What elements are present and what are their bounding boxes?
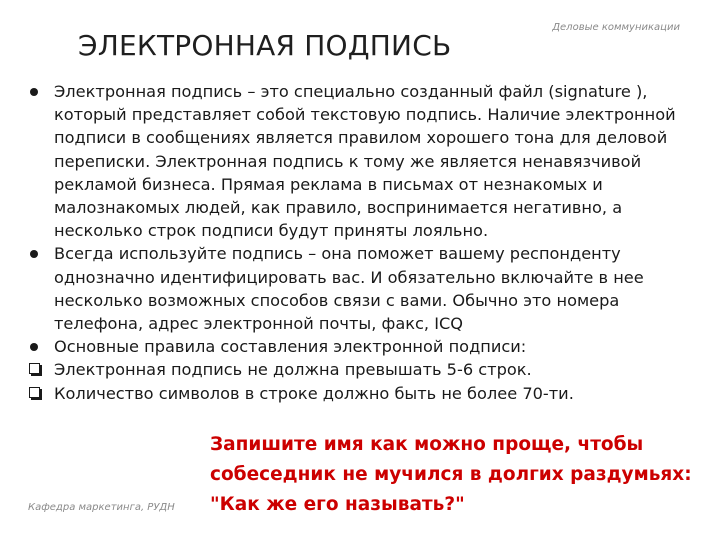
- bullet-dot-icon: [28, 335, 48, 358]
- checkbox-bullet-icon: [28, 358, 48, 381]
- list-item-text: Основные правила составления электронной подписи:: [54, 337, 527, 357]
- bullet-list: [28, 80, 692, 405]
- bullet-dot-icon: [28, 80, 48, 103]
- list-item-text: Количество символов в строке должно быть не более 70-ти.: [54, 383, 574, 403]
- bullet-dot-icon: [28, 242, 48, 265]
- list-item-text: Электронная подпись не должна превышать 5-6 строк.: [54, 360, 532, 380]
- list-item: [28, 358, 692, 381]
- list-item-text: Всегда используйте подпись – она поможет вашему респонденту однозначно идентифицировать вас. И обязательно включайте в нее несколько возможных способов связи с вами. Обычно это номера телефона, адрес электронной почты, факс, ICQ: [54, 244, 644, 334]
- checkbox-bullet-icon: [28, 382, 48, 405]
- list-item: [28, 382, 692, 405]
- list-item: [28, 242, 692, 335]
- footer-department: Кафедра маркетинга, РУДН: [28, 502, 175, 513]
- slide-title: ЭЛЕКТРОННАЯ ПОДПИСЬ: [78, 29, 452, 62]
- list-item-text: Электронная подпись – это специально созданный файл (signature ), который представляет собой текстовую подпись. Наличие электронной подписи в сообщениях является правилом хорошего тона для деловой переписки. Электронная подпись к тому же является ненавязчивой рекламой бизнеса. Прямая реклама в письмах от незнакомых и малознакомых людей, как правило, воспринимается негативно, а несколько строк подписи будут приняты лояльно.: [54, 82, 676, 241]
- list-item: [28, 335, 692, 358]
- header-tag: Деловые коммуникации: [552, 22, 680, 33]
- callout-text: Запишите имя как можно проще, чтобы собеседник не мучился в долгих раздумьях: "Как же его называть?": [210, 434, 692, 515]
- list-item: [28, 80, 692, 242]
